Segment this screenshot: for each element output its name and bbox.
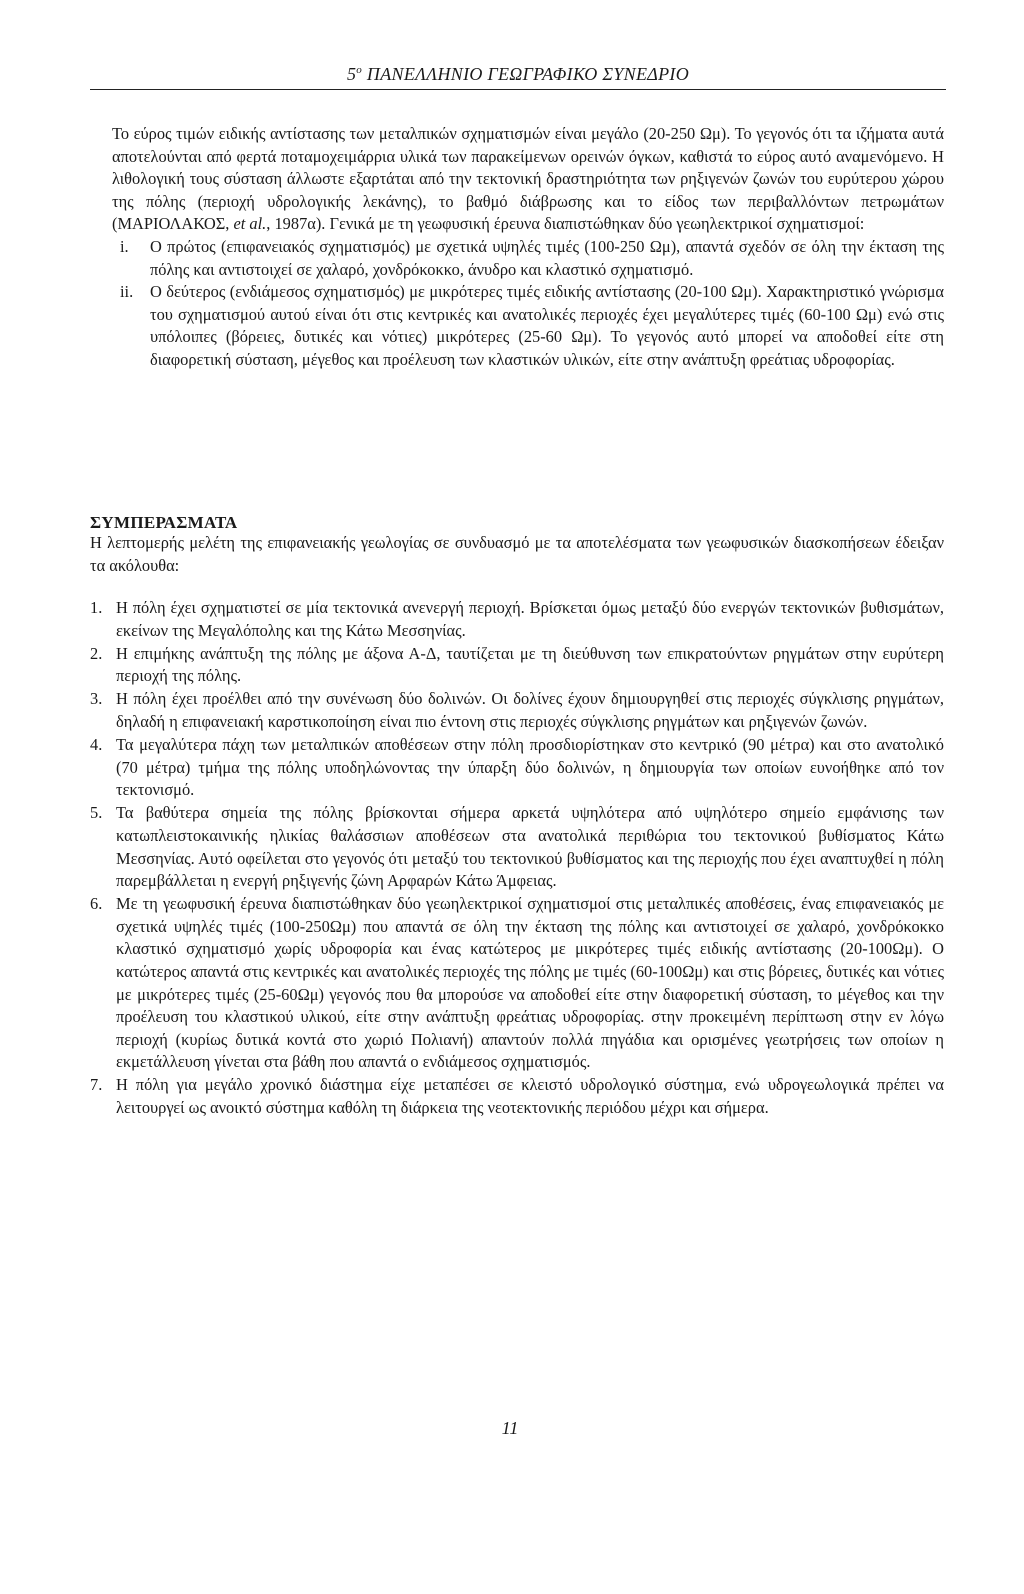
conclusion-text: Η επιμήκης ανάπτυξη της πόλης με άξονα Α-Δ, ταυτίζεται με τη διεύθυνση των επικρατούντων ρηγμάτων στην ευρύτερη περιοχή της πόλης. [116,643,944,686]
results-section [112,123,944,372]
formation-text: Ο δεύτερος (ενδιάμεσος σχηματισμός) με μικρότερες τιμές ειδικής αντίστασης (20-100 Ωμ). Χαρακτηριστικό γνώρισμα του σχηματισμού αυτού είναι ότι στις κεντρικές και ανατολικές περιοχές έχει μεγαλύτερες τιμές (60-100 Ωμ) ενώ στις υπόλοιπες (βόρειες, δυτικές και νότιες) μικρότερες (25-60 Ωμ). Το γεγονός αυτό μπορεί να αποδοθεί είτε στη διαφορετική σύσταση, μέγεθος και προέλευση των κλαστικών υλικών, είτε στην ανάπτυξη φρεάτιας υδροφορίας. [150,282,944,369]
intro-text-part1: Το εύρος τιμών ειδικής αντίστασης των μεταλπικών σχηματισμών είναι μεγάλο (20-250 Ωμ). Το γεγονός ότι τα ιζήματα αυτά αποτελούνται από φερτά ποταμοχειμάρρια υλικά των παρακείμενων ορεινών όγκων, καθιστά το εύρος αυτό αναμενόμενο. Η λιθολογική τους σύσταση άλλωστε εξαρτάται από την τεκτονική δραστηριότητα των ρηξιγενών ζωνών του ευρύτερου χώρου της πόλης (περιοχή υδρολογικής λεκάνης), το βαθμό διάβρωσης και το είδος των περιβαλλόντων πετρωμάτων (ΜΑΡΙΟΛΑΚΟΣ, [112,124,944,234]
conclusion-text: Η πόλη για μεγάλο χρονικό διάστημα είχε μεταπέσει σε κλειστό υδρολογικό σύστημα, ενώ υδρογεωλογικά πρέπει να λειτουργεί ως ανοικτό σύστημα καθόλη τη διάρκεια της νεοτεκτονικής περιόδου μέχρι και σήμερα. [116,1075,944,1118]
conclusion-text: Τα βαθύτερα σημεία της πόλης βρίσκονται σήμερα αρκετά υψηλότερα από υψηλότερο σημείο εμφάνισης των κατωπλειστοκαινικής ηλικίας θαλάσσιων αποθέσεων στα ανατολικά περιθώρια του τεκτονικού βυθίσματος Κάτω Μεσσηνίας. Αυτό οφείλεται στο γεγονός ότι μεταξύ του τεκτονικού βυθίσματος και της περιοχής που έχει αναπτυχθεί η πόλη παρεμβάλλεται η ενεργή ρηξιγενής ζώνη Αρφαρών Κάτω Άμφειας. [116,803,944,891]
intro-citation-etal: et al. [233,214,267,234]
running-header [90,64,946,85]
intro-text-part2: , 1987α). Γενικά με τη γεωφυσική έρευνα διαπιστώθηκαν δύο γεωηλεκτρικοί σχηματισμοί: [266,214,865,234]
formations-list [112,236,944,372]
conclusion-item [90,1074,944,1119]
conclusion-item [90,597,944,642]
conclusion-marker: 7. [90,1075,103,1095]
conclusion-marker: 2. [90,643,103,663]
conclusion-marker: 3. [90,689,103,709]
formation-item [112,236,944,281]
conclusion-item [90,802,944,892]
conclusion-text: Με τη γεωφυσική έρευνα διαπιστώθηκαν δύο γεωηλεκτρικοί σχηματισμοί στις μεταλπικές αποθέσεις, ένας επιφανειακός με σχετικά υψηλές τιμές (100-250Ωμ) που απαντά σε όλη την έκταση της πόλης και αντιστοιχεί σε χαλαρό, χονδρόκοκκο κλαστικό σχηματισμό χωρίς υδροφορία και ένας κατώτερος με μικρότερες τιμές ειδικής αντίστασης (20-100Ωμ). Ο κατώτερος απαντά στις κεντρικές και ανατολικές περιοχές της πόλης με τιμές (60-100Ωμ) και στις βόρειες, δυτικές και νότιες με μικρότερες τιμές (25-60Ωμ) γεγονός που θα μπορούσε να αποδοθεί είτε στην διαφορετική σύσταση, το μέγεθος και την προέλευση του κλαστικού υλικού, είτε στην ανάπτυξη φρεάτιας υδροφορίας. στην προκειμένη περίπτωση στην εν λόγω περιοχή (κυρίως δυτικά κοντά στο χωριό Πολιανή) απαντούν πολλά πηγάδια και ορισμένες γεωτρήσεις των οποίων η εκμετάλλευση γίνεται στα βάθη που απαντά ο ενδιάμεσος σχηματισμός. [116,894,944,1072]
conclusion-marker: 1. [90,598,103,617]
header-edition-superscript: ο [356,64,363,76]
formation-marker: ii. [120,282,134,302]
conclusion-marker: 5. [90,803,103,823]
conclusion-item [90,643,944,688]
conclusion-marker: 6. [90,894,103,914]
conclusion-item [90,734,944,802]
header-edition: 5 [346,64,357,84]
conclusion-item [90,893,944,1074]
page-number: 11 [501,1418,519,1438]
conclusion-text: Τα μεγαλύτερα πάχη των μεταλπικών αποθέσεων στην πόλη προσδιορίστηκαν στο κεντρικό (90 μέτρα) και στο ανατολικό (70 μέτρα) τμήμα της πόλης υποδηλώνοντας την ύπαρξη δύο δολινών, η δημιουργία των οποίων ευνοήθηκε από τον τεκτονισμό. [116,735,944,800]
header-rule [90,89,946,90]
formation-marker: i. [120,236,129,256]
conclusion-item [90,688,944,733]
conclusions-list [90,597,944,1120]
conclusion-text: Η πόλη έχει σχηματιστεί σε μία τεκτονικά ανενεργή περιοχή. Βρίσκεται όμως μεταξύ δύο ενεργών τεκτονικών βυθισμάτων, εκείνων της Μεγαλόπολης και της Κάτω Μεσσηνίας. [116,598,944,640]
conclusion-marker: 4. [90,735,103,755]
conclusions-heading: ΣΥΜΠΕΡΑΣΜΑΤΑ [90,513,238,532]
header-title: ΠΑΝΕΛΛΗΝΙΟ ΓΕΩΓΡΑΦΙΚΟ ΣΥΝΕΔΡΙΟ [366,64,690,84]
intro-paragraph [112,123,944,236]
conclusions-intro: Η λεπτομερής μελέτη της επιφανειακής γεωλογίας σε συνδυασμό με τα αποτελέσματα των γεωφυσικών διασκοπήσεων έδειξαν τα ακόλουθα: [90,533,944,575]
conclusion-text: Η πόλη έχει προέλθει από την συνένωση δύο δολινών. Οι δολίνες έχουν δημιουργηθεί στις περιοχές σύγκλισης ρηγμάτων, δηλαδή η επιφανειακή καρστικοποίηση είναι πιο έντονη στις περιοχές σύγκλισης ρηγμάτων και ρηξιγενών ζωνών. [116,689,944,731]
formation-item [112,281,944,371]
formation-text: Ο πρώτος (επιφανειακός σχηματισμός) με σχετικά υψηλές τιμές (100-250 Ωμ), απαντά σχεδόν σε όλη την έκταση της πόλης και αντιστοιχεί σε χαλαρό, χονδρόκοκκο, άνυδρο και κλαστικό σχηματισμό. [150,236,944,279]
